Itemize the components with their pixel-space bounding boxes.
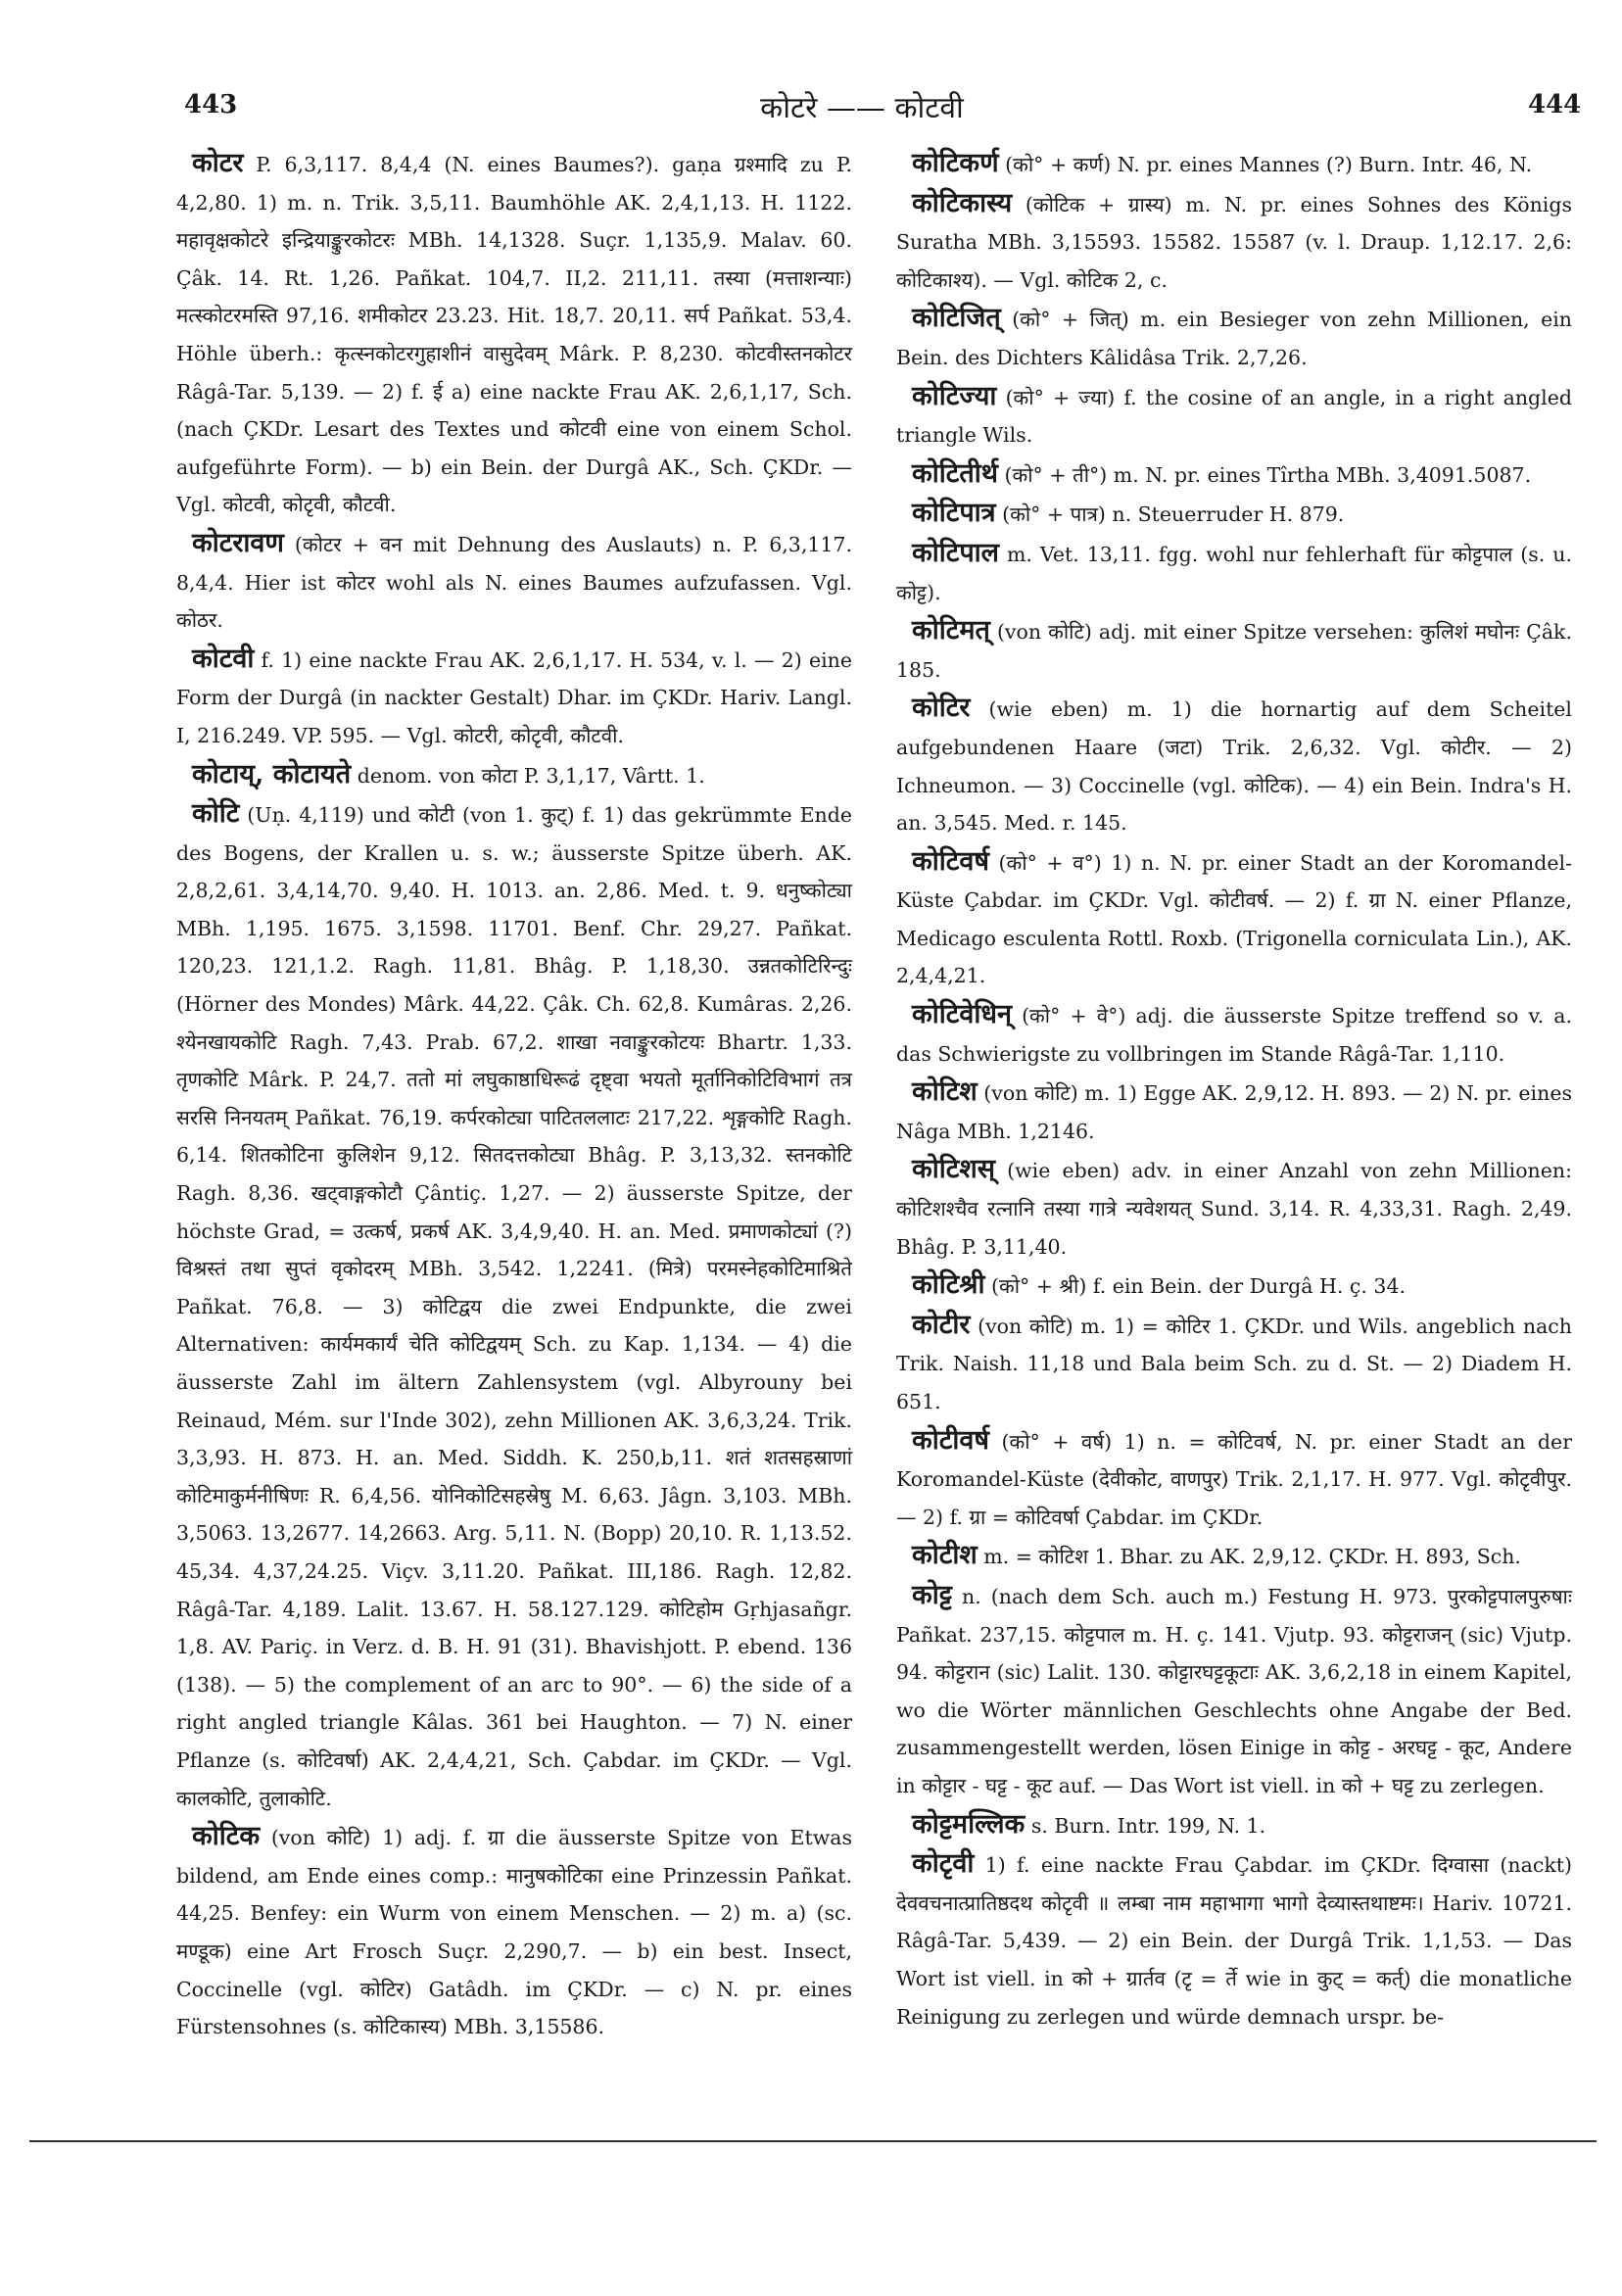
entry-headword: कोट्टमल्लिक — [912, 1808, 1026, 1840]
dictionary-entry — [896, 145, 1572, 184]
dictionary-entry — [896, 1845, 1572, 2035]
dictionary-entry — [896, 378, 1572, 454]
dictionary-entry — [176, 145, 852, 524]
dictionary-entry — [896, 1267, 1572, 1306]
entry-headword: कोटिश — [912, 1076, 978, 1108]
page-number-right: 444 — [1528, 90, 1582, 120]
dictionary-entry — [896, 300, 1572, 376]
dictionary-entry — [896, 535, 1572, 611]
dictionary-entry — [896, 843, 1572, 995]
entry-body: (von कोटि) m. 1) Egge AK. 2,9,12. H. 893. — 2) N. pr. eines Nâga MBh. 1,2146. — [896, 1081, 1572, 1143]
entry-headword: कोटृवी — [912, 1848, 975, 1880]
dictionary-entry — [176, 795, 852, 1817]
entry-headword: कोटिवेधिन् — [912, 999, 1012, 1030]
dictionary-entry — [896, 996, 1572, 1073]
dictionary-entry — [896, 185, 1572, 300]
dictionary-entry — [896, 455, 1572, 495]
right-column — [896, 145, 1572, 2036]
dictionary-entry — [896, 1806, 1572, 1845]
entry-headword: कोटिपात्र — [912, 498, 996, 529]
dictionary-entry — [896, 1074, 1572, 1150]
entry-body: (को° + जित्) m. ein Besieger von zehn Millionen, ein Bein. des Dichters Kâlidâsa Trik. 2,7,26. — [896, 308, 1572, 369]
entry-headword: कोटीश — [912, 1540, 978, 1571]
left-column — [176, 145, 852, 2047]
entry-body: s. Burn. Intr. 199, N. 1. — [1030, 1813, 1266, 1838]
entry-headword: कोटिर — [912, 693, 971, 724]
bottom-rule — [29, 2140, 1597, 2142]
entry-body: (wie eben) adv. in einer Anzahl von zehn Millionen: कोटिशश्चैव रत्नानि तस्या गात्रे न्यवेशयत् Sund. 3,14. R. 4,33,31. Ragh. 2,49. Bhâg. P. 3,11,40. — [896, 1159, 1572, 1259]
entry-body: (को° + वे°) adj. die äusserste Spitze treffend so v. a. das Schwierigste zu vollbringen im Stande Râgâ-Tar. 1,110. — [896, 1004, 1572, 1066]
entry-body: (को° + कर्ण) N. pr. eines Mannes (?) Burn. Intr. 46, N. — [1005, 153, 1533, 176]
entry-body: (Uṇ. 4,119) und कोटी (von 1. कुट्) f. 1) das gekrümmte Ende des Bogens, der Krallen u. s. w.; äusserste Spitze überh. AK. 2,8,2,61. 3,4,14,70. 9,40. H. 1013. an. 2,86. Med. t. 9. धनुष्कोट्या MBh. 1,195. 1675. 3,1598. 11701. Benf. Chr. 29,27. Pañkat. 120,23. 121,1.2. Ragh. 11,81. Bhâg. P. 1,18,30. उन्नतकोटिरिन्दुः (Hörner des Mondes) Mârk. 44,22. Çâk. Ch. 62,8. Kumâras. 2,26. श्येनखायकोटि Ragh. 7,43. Prab. 67,2. शाखा नवाङ्कुरकोटयः Bhartr. 1,33. तृणकोटि Mârk. P. 24,7. ततो मां लघुकाष्ठाधिरूढं दृष्ट्वा भयतो मूर्तानिकोटिविभागं तत्र सरसि निनयतम् Pañkat. 76,19. कर्परकोट्या पाटितललाटः 217,22. शृङ्गकोटि Ragh. 6,14. शितकोटिना कुलिशेन 9,12. सितदत्तकोट्या Bhâg. P. 3,13,32. स्तनकोटि Ragh. 8,36. खट्वाङ्गकोटौ Çântiç. 1,27. — 2) äusserste Spitze, der höchste Grad, = उत्कर्ष, प्रकर्ष AK. 3,4,9,40. H. an. Med. प्रमाणकोट्यां (?) विश्रस्तं तथा सुप्तं वृकोदरम् MBh. 3,542. 1,2241. (मित्रे) परमस्नेहकोटिमाश्रिते Pañkat. 76,8. — 3) कोटिद्वय die zwei Endpunkte, die zwei Alternativen: कार्यमकार्यं चेति कोटिद्वयम् Sch. zu Kap. 1,134. — 4) die äusserste Zahl im ältern Zahlensystem (vgl. Albyrouny bei Reinaud, Mém. sur l'Inde 302), zehn Millionen AK. 3,6,3,24. Trik. 3,3,93. H. 873. H. an. Med. Siddh. K. 250,b,11. शतं शतसहस्राणां कोटिमाकुर्मनीषिणः R. 6,4,56. योनिकोटिसहस्रेषु M. 6,63. Jâgn. 3,103. MBh. 3,5063. 13,2677. 14,2663. Arg. 5,11. N. (Bopp) 20,10. R. 1,13.52. 45,34. 4,37,24.25. Viçv. 3,11.20. Pañkat. III,186. Ragh. 12,82. Râgâ-Tar. 4,189. Lalit. 13.67. H. 58.127.129. कोटिहोम Gṛhjasañgr. 1,8. AV. Pariç. in Verz. d. B. H. 91 (31). Bhavishjott. P. ebend. 136 (138). — 5) the complement of an arc to 90°. — 6) the side of a right angled triangle Kâlas. 361 bei Haughton. — 7) N. einer Pflanze (s. कोटिवर्षा) AK. 2,4,4,21, Sch. Çabdar. im ÇKDr. — Vgl. कालकोटि, तुलाकोटि. — [176, 803, 852, 1810]
dictionary-entry — [896, 1422, 1572, 1537]
entry-headword: कोटिपाल — [912, 537, 999, 568]
entry-body: (को° + श्री) f. ein Bein. der Durgâ H. ç. 34. — [990, 1274, 1407, 1299]
entry-headword: कोटिक — [192, 1821, 261, 1852]
dictionary-entry — [896, 1577, 1572, 1805]
entry-headword: कोटिकर्ण — [912, 148, 999, 178]
dictionary-entry — [896, 495, 1572, 534]
entry-body: n. (nach dem Sch. auch m.) Festung H. 973. पुरकोट्टपालपुरुषाः Pañkat. 237,15. कोट्टपाल m. H. ç. 141. Vjutp. 93. कोट्टराजन् (sic) Vjutp. 94. कोट्टरान (sic) Lalit. 130. कोट्टारघट्टकूटाः AK. 3,6,2,18 in einem Kapitel, wo die Wörter männlichen Geschlechts ohne Angabe der Bed. zusammengestellt werden, lösen Einige in कोट्ट - अरघट्ट - कूट, Andere in कोट्टार - घट्ट - कूट auf. — Das Wort ist viell. in को + घट्ट zu zerlegen. — [896, 1584, 1572, 1797]
dictionary-entry — [896, 1537, 1572, 1576]
entry-body: (von कोटि) adj. mit einer Spitze versehen: कुलिशं मघोनः Çâk. 185. — [896, 620, 1572, 682]
entry-body: (को° + व°) 1) n. N. pr. einer Stadt an der Koromandel-Küste Çabdar. im ÇKDr. Vgl. कोटीवर्ष. — 2) f. ग्रा N. einer Pflanze, Medicago esculenta Rottl. Roxb. (Trigonella corniculata Lin.), AK. 2,4,4,21. — [896, 850, 1572, 988]
dictionary-entry — [896, 612, 1572, 689]
entry-body: f. 1) eine nackte Frau AK. 2,6,1,17. H. 534, v. l. — 2) eine Form der Durgâ (in nackter Gestalt) Dhar. im ÇKDr. Hariv. Langl. I, 216.249. VP. 595. — Vgl. कोटरी, कोटृवी, कौटवी. — [176, 647, 852, 747]
entry-body: m. = कोटिश 1. Bhar. zu AK. 2,9,12. ÇKDr. H. 893, Sch. — [983, 1545, 1521, 1569]
entry-headword: कोटिजित् — [912, 303, 1001, 334]
entry-headword: कोटिशस् — [912, 1154, 995, 1185]
entry-body: (von कोटि) m. 1) = कोटिर 1. ÇKDr. und Wils. angeblich nach Trik. Naish. 11,18 und Bala beim Sch. zu d. St. — 2) Diadem H. 651. — [896, 1314, 1572, 1413]
entry-body: P. 6,3,117. 8,4,4 (N. eines Baumes?). gaṇa ग्रश्मादि zu P. 4,2,80. 1) m. n. Trik. 3,5,11. Baumhöhle AK. 2,4,1,13. H. 1122. महावृक्षकोटरे इन्द्रियाङ्कुरकोटरः MBh. 14,1328. Suçr. 1,135,9. Malav. 60. Çâk. 14. Rt. 1,26. Pañkat. 104,7. II,2. 211,11. तस्या (मत्ताशन्याः) मत्स्कोटरमस्ति 97,16. शमीकोटर 23.23. Hit. 18,7. 20,11. सर्प Pañkat. 53,4. Höhle überh.: कृत्स्नकोटरगुहाशीनं वासुदेवम् Mârk. P. 8,230. कोटवीस्तनकोटर Râgâ-Tar. 5,139. — 2) f. ई a) eine nackte Frau AK. 2,6,1,17, Sch. (nach ÇKDr. Lesart des Textes und कोटवी eine von einem Schol. aufgeführte Form). — b) ein Bein. der Durgâ AK., Sch. ÇKDr. — Vgl. कोटवी, कोटृवी, कौटवी. — [176, 153, 852, 517]
entry-body: (कोटिक + ग्रास्य) m. N. pr. eines Sohnes des Königs Suratha MBh. 3,15593. 15582. 15587 (v. l. Draup. 1,12.17. 2,6: कोटिकाश्य). — Vgl. कोटिक 2, c. — [896, 192, 1572, 292]
entry-body: denom. von कोटा P. 3,1,17, Vârtt. 1. — [357, 763, 705, 788]
entry-headword: कोटि — [192, 798, 240, 830]
entry-headword: कोटिमत् — [912, 615, 990, 646]
running-title: कोटरे —— कोटवी — [760, 91, 964, 125]
entry-headword: कोटवी — [192, 643, 255, 674]
entry-body: (को° + ज्या) f. the cosine of an angle, in a right angled triangle Wils. — [896, 385, 1572, 448]
entry-headword: कोटर — [192, 148, 244, 178]
dictionary-entry — [176, 756, 852, 795]
entry-headword: कोटाय्, कोटायते — [192, 758, 352, 789]
entry-headword: कोटीवर्ष — [912, 1424, 989, 1456]
entry-body: (कोटर + वन mit Dehnung des Auslauts) n. P. 6,3,117. 8,4,4. Hier ist कोटर wohl als N. eines Baumes aufzufassen. Vgl. कोठर. — [176, 532, 852, 633]
entry-body: (von कोटि) 1) adj. f. ग्रा die äusserste Spitze von Etwas bildend, am Ende eines comp.: मानुषकोटिका eine Prinzessin Pañkat. 44,25. Benfey: ein Wurm von einem Menschen. — 2) m. a) (sc. मण्डूक) eine Art Frosch Suçr. 2,290,7. — b) ein best. Insect, Coccinelle (vgl. कोटिर) Gatâdh. im ÇKDr. — c) N. pr. eines Fürstensohnes (s. कोटिकास्य) MBh. 3,15586. — [176, 1826, 852, 2039]
entry-headword: कोटिज्या — [912, 380, 997, 411]
entry-headword: कोटिकास्य — [912, 187, 1013, 218]
entry-headword: कोटिश्री — [912, 1269, 985, 1301]
entry-body: (को° + पात्र) n. Steuerruder H. 879. — [1002, 502, 1345, 527]
entry-headword: कोट्ट — [912, 1579, 952, 1610]
dictionary-entry — [176, 525, 852, 640]
entry-headword: कोटीर — [912, 1309, 971, 1340]
dictionary-entry — [896, 690, 1572, 841]
dictionary-entry — [176, 641, 852, 755]
page-number-left: 443 — [184, 90, 238, 120]
entry-body: (wie eben) m. 1) die hornartig auf dem Scheitel aufgebundenen Haare (जटा) Trik. 2,6,32. Vgl. कोटीर. — 2) Ichneumon. — 3) Coccinelle (vgl. कोटिक). — 4) ein Bein. Indra's H. an. 3,545. Med. r. 145. — [896, 697, 1572, 836]
dictionary-entry — [176, 1818, 852, 2046]
dictionary-entry — [896, 1151, 1572, 1266]
entry-headword: कोटितीर्थ — [912, 457, 998, 489]
entry-body: 1) f. eine nackte Frau Çabdar. im ÇKDr. दिग्वासा (nackt) देववचनात्प्रातिष्ठदथ कोटृवी ॥ लम्बा नाम महाभागा भागो देव्यास्तथाष्टमः। Hariv. 10721. Râgâ-Tar. 5,439. — 2) ein Bein. der Durgâ Trik. 1,1,53. — Das Wort ist viell. in को + ग्रार्तव (टृ = र्ते wie in कुट् = कर्त्) die monatliche Reinigung zu zerlegen und würde demnach urspr. be- — [896, 1853, 1572, 2029]
entry-body: m. Vet. 13,11. fgg. wohl nur fehlerhaft für कोट्टपाल (s. u. कोट्ट). — [896, 542, 1572, 604]
entry-body: (को° + वर्ष) 1) n. = कोटिवर्ष, N. pr. einer Stadt an der Koromandel-Küste (देवीकोट, वाणपुर) Trik. 2,1,17. H. 977. Vgl. कोटृवीपुर. — 2) f. ग्रा = कोटिवर्षा Çabdar. im ÇKDr. — [896, 1429, 1572, 1529]
entry-headword: कोटिवर्ष — [912, 845, 989, 877]
dictionary-entry — [896, 1307, 1572, 1421]
page-header — [0, 90, 1622, 139]
entry-headword: कोटरावण — [192, 527, 284, 558]
entry-body: (को° + ती°) m. N. pr. eines Tîrtha MBh. 3,4091.5087. — [1004, 462, 1532, 487]
